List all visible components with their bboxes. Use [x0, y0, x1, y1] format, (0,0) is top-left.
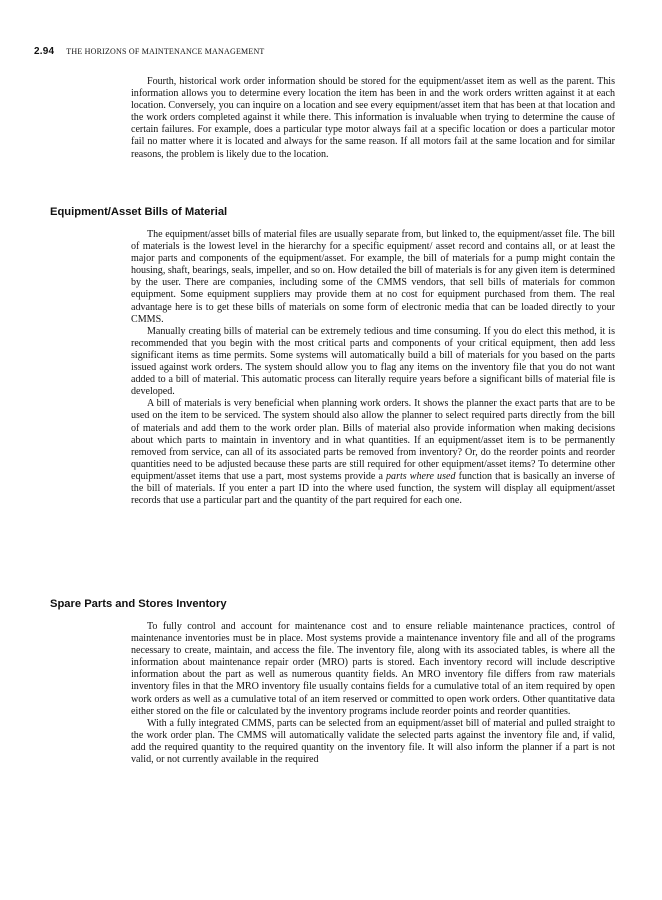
intro-paragraph: Fourth, historical work order information should be stored for the equipment/asset item as well as the parent. This information allows you to determine every location the item has been in and the work orders written against it at each location. Conversely, you can inquire on a location and see every equipment/asset item that has been at that location and the work orders completed against it while there. This information is invaluable when trying to determine the cause of certain failures. For example, does a particular type motor always fail at a specific location or does a particular motor fail no matter where it is located and always for the same reason. If all motors fail at the same location and for similar reasons, the problem is likely due to the location. — [131, 76, 615, 160]
bom-paragraph-1: The equipment/asset bills of material files are usually separate from, but linked to, the equipment/asset file. The bill of materials is the lowest level in the hierarchy for a specific equipment/ asset record and contains all, or at least the major parts and components of the equipment/asset. For example, the bill of materials for a pump might contain the housing, shaft, bearings, seals, impeller, and so on. How detailed the bill of materials is for any given item is determined by the user. There are companies, including some of the CMMS vendors, that sell bills of materials for common equipment. Some equipment suppliers may provide them at no cost for equipment purchased from them. The real advantage here is to get these bills of materials on some form of electronic media that can be loaded directly to your CMMS. — [131, 229, 615, 325]
page-number: 2.94 — [34, 46, 55, 57]
section-heading-bills-of-material: Equipment/Asset Bills of Material — [50, 206, 228, 218]
spare-paragraph-1: To fully control and account for maintenance cost and to ensure reliable maintenance practices, control of maintenance inventories must be in place. Most systems provide a maintenance inventory file and all of the programs necessary to create, maintain, and access the file. The inventory file, along with its associated tables, is where all the information about maintenance repair order (MRO) parts is stored. Each inventory record will include descriptive information about the part as well as numerous quantity fields. An MRO inventory file differs from raw materials inventory files in that the MRO inventory file usually contains fields for a cumulative total of an item required by open work orders as well as a cumulative total of an item reserved or committed to open work orders. Other quantitative data either stored on the file or calculated by the inventory programs include reorder points and reorder quantities. — [131, 621, 615, 717]
running-header — [34, 46, 634, 57]
intro-block — [131, 76, 615, 161]
spare-parts-section — [131, 621, 615, 766]
parts-where-used-term: parts where used — [386, 470, 456, 482]
bom-paragraph-3 — [131, 398, 615, 507]
bom-paragraph-3-text-a: A bill of materials is very beneficial when planning work orders. It shows the planner the exact parts that are to be used on the item to be serviced. The system should also allow the planner to select required parts directly from the bill of materials and add them to the work order plan. Bills of material also provide information when making decisions about which parts to maintain in inventory and in what quantities. If an equipment/asset item is to be permanently removed from service, can all of its associated parts be removed from inventory? Or, do the reorder points and reorder quantities need to be adjusted because these parts are still required for other equipment/asset items? To determine other equipment/asset items that use a part, most systems provide a — [131, 398, 615, 482]
bom-paragraph-2: Manually creating bills of material can be extremely tedious and time consuming. If you do elect this method, it is recommended that you begin with the most critical parts and components of your critical equipment, then add less significant items as time permits. Some systems will automatically build a bill of materials for you based on the parts issued against work orders. The system should allow you to flag any items on the inventory file that you do not want added to a bill of material. This automatic process can literally require years before a significant bills of material file is developed. — [131, 325, 615, 398]
section-heading-spare-parts: Spare Parts and Stores Inventory — [50, 598, 227, 610]
spare-paragraph-2: With a fully integrated CMMS, parts can be selected from an equipment/asset bill of material and pulled straight to the work order plan. The CMMS will automatically validate the selected parts against the inventory file and, if valid, add the required quantity to the required quantity on the inventory file. It will also inform the planner if a part is not valid, or not currently available in the required — [131, 717, 615, 766]
bills-of-material-section — [131, 229, 615, 507]
running-title: THE HORIZONS OF MAINTENANCE MANAGEMENT — [66, 47, 265, 56]
bom-paragraph-3-text-b: function that is basically an inverse of the bill of materials. If you enter a part ID into the where used function, the system will display all equipment/asset records that use a particular part and the quantity of the part required for each one. — [131, 470, 615, 507]
